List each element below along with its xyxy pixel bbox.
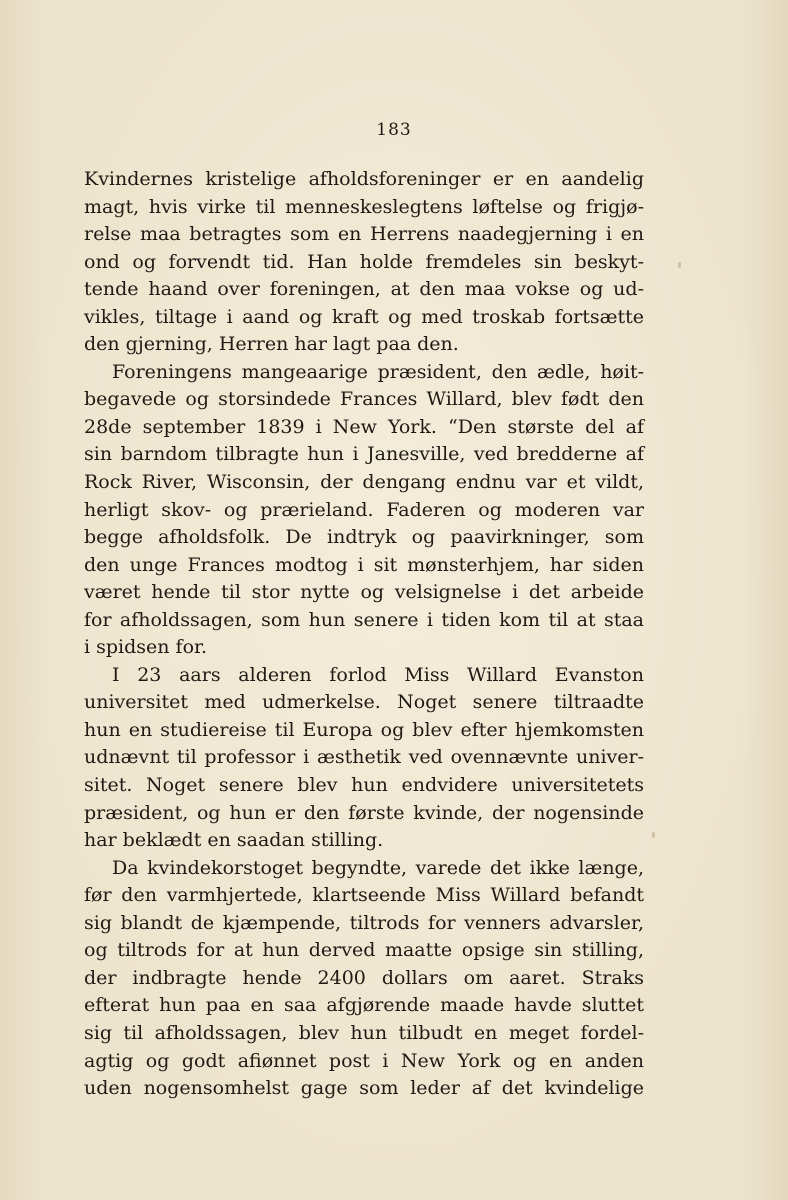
- text-line: Rock River, Wisconsin, der dengang endnu var et vildt,: [84, 471, 644, 494]
- text-line: Kvindernes kristelige afholdsforeninger er en aandelig: [84, 168, 644, 190]
- text-line: sig til afholdssagen, blev hun tilbudt en meget fordel-: [84, 1021, 644, 1044]
- text-line: der indbragte hende 2400 dollars om aaret. Straks: [84, 966, 644, 989]
- paper-speck: [652, 832, 655, 838]
- text-line: I 23 aars alderen forlod Miss Willard Evanston: [112, 663, 644, 686]
- text-line: 28de september 1839 i New York. “Den største del af: [84, 415, 644, 438]
- text-line: udnævnt til professor i æsthetik ved ovennævnte univer-: [84, 746, 644, 769]
- text-line: den unge Frances modtog i sit mønsterhjem, har siden: [84, 553, 644, 576]
- text-line: været hende til stor nytte og velsignelse i det arbeide: [84, 581, 644, 604]
- text-line: for afholdssagen, som hun senere i tiden kom til at staa: [84, 608, 644, 631]
- text-line: begavede og storsindede Frances Willard, blev født den: [84, 388, 644, 411]
- text-line: sin barndom tilbragte hun i Janesville, ved bredderne af: [84, 443, 644, 466]
- text-line: herligt skov- og prærieland. Faderen og moderen var: [84, 498, 644, 521]
- text-line: Foreningens mangeaarige præsident, den ædle, høit-: [112, 360, 644, 383]
- page-number: 183: [376, 120, 412, 140]
- text-line: vikles, tiltage i aand og kraft og med troskab fortsætte: [84, 305, 644, 328]
- body-text: [84, 166, 644, 1103]
- text-line: i spidsen for.: [84, 636, 208, 659]
- text-line: uden nogensomhelst gage som leder af det kvindelige: [84, 1077, 644, 1100]
- text-line: og tiltrods for at hun derved maatte opsige sin stilling,: [84, 939, 644, 962]
- text-line: universitet med udmerkelse. Noget senere tiltraadte: [84, 691, 644, 714]
- text-line: sig blandt de kjæmpende, tiltrods for venners advarsler,: [84, 911, 644, 934]
- text-line: Da kvindekorstoget begyndte, varede det ikke længe,: [112, 856, 644, 879]
- text-line: hun en studiereise til Europa og blev efter hjemkomsten: [84, 718, 644, 741]
- text-line: før den varmhjertede, klartseende Miss Willard befandt: [84, 884, 644, 907]
- text-line: magt, hvis virke til menneskeslegtens løftelse og frigjø-: [84, 195, 644, 218]
- text-line: efterat hun paa en saa afgjørende maade havde sluttet: [84, 994, 644, 1017]
- text-line: tende haand over foreningen, at den maa vokse og ud-: [84, 278, 644, 301]
- text-line: ond og forvendt tid. Han holde fremdeles sin beskyt-: [84, 250, 644, 273]
- paper-speck: [678, 262, 681, 268]
- text-line: sitet. Noget senere blev hun endvidere universitetets: [84, 774, 644, 797]
- text-line: den gjerning, Herren har lagt paa den.: [84, 333, 459, 356]
- text-line: relse maa betragtes som en Herrens naadegjerning i en: [84, 223, 644, 246]
- text-line: agtig og godt afiønnet post i New York og en anden: [84, 1049, 644, 1072]
- text-line: har beklædt en saadan stilling.: [84, 829, 384, 852]
- text-line: begge afholdsfolk. De indtryk og paavirkninger, som: [84, 526, 644, 549]
- text-line: præsident, og hun er den første kvinde, der nogensinde: [84, 801, 644, 824]
